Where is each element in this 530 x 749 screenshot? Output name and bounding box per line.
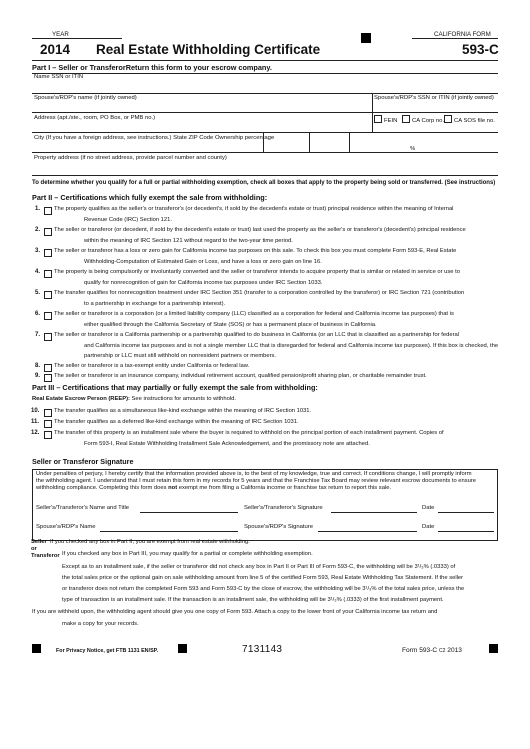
certification-checkbox[interactable] <box>44 228 52 236</box>
reep-text: See instructions for amounts to withhold. <box>129 396 236 402</box>
item-number: 11. <box>31 419 40 425</box>
item-number: 5. <box>35 290 41 296</box>
ca-corp-label: CA Corp no. <box>412 118 445 124</box>
footer-mark-left <box>32 644 41 653</box>
item-number: 10. <box>31 408 40 414</box>
item-number: 7. <box>35 332 41 338</box>
certification-checkbox[interactable] <box>44 431 52 439</box>
footer-mark-right <box>489 644 498 653</box>
certification-text: Withholding-Computation of Estimated Gain or Loss, and have a loss or zero gain on line 16. <box>84 258 322 265</box>
certification-text: either qualified through the California Secretary of State (SOS) or has a permanent place of business in California. <box>84 321 377 328</box>
ca-corp-checkbox[interactable] <box>402 115 444 125</box>
footer-form <box>402 647 462 654</box>
part1-heading-rest: Return this form to your escrow company. <box>125 63 272 72</box>
part1-heading-text: – Seller or Transferor <box>50 63 126 72</box>
footer-mark-mid <box>178 644 187 653</box>
spouse-ssn-field[interactable]: Spouse's/RDP's SSN or ITIN (if jointly owned) <box>374 95 494 101</box>
certification-text: within the meaning of IRC Section 121 without regard to the two-year time period. <box>84 237 293 244</box>
item-number: 6. <box>35 311 41 317</box>
seller-name-line[interactable] <box>140 512 238 513</box>
certification-checkbox[interactable] <box>44 333 52 341</box>
certification-checkbox[interactable] <box>44 291 52 299</box>
year-label: YEAR <box>52 31 69 38</box>
instruction-line-4: the total sales price or the optional gain on sale withholding amount from line 5 of the certified Form 593, Real Estate Withholding Tax Statement. If the seller <box>62 575 464 581</box>
certification-text: The seller or transferor has a loss or zero gain for California income tax purposes on this sale. To check this box you must complete Form 593-E, Real Estate <box>54 248 457 254</box>
seller-signature-label: Seller's/Transferor's Signature <box>244 505 323 511</box>
signature-heading: Seller or Transferor Signature <box>32 457 134 466</box>
registration-mark <box>361 33 371 43</box>
part2-heading <box>32 193 267 202</box>
spouse-name-field[interactable]: Spouse's/RDP's name (if jointly owned) <box>34 95 137 101</box>
certification-text: The property qualifies as the seller's or transferor's (or decedent's, if sold by the decedent's estate or trust) principal residence within the meaning of Internal <box>54 206 454 212</box>
certification-text: The seller or transferor is a California partnership or a partnership qualified to do business in California (or an LLC that is classified as a partnership for federal <box>54 332 460 338</box>
seller-name-label: Seller's/Transferor's Name and Title <box>36 505 130 511</box>
item-number: 3. <box>35 248 41 254</box>
side-label-seller: Seller <box>31 539 47 545</box>
perjury-line-3 <box>36 485 391 492</box>
spouse-signature-label: Spouse's/RDP's Signature <box>244 524 314 530</box>
side-label-or: or <box>31 546 37 552</box>
seller-signature-line[interactable] <box>331 512 417 513</box>
city-state-zip-field[interactable]: City (If you have a foreign address, see instructions.) State ZIP Code Ownership percentage <box>34 135 275 141</box>
certification-checkbox[interactable] <box>44 374 52 382</box>
certification-text: The seller or transferor is an insurance company, individual retirement account, qualified pension/profit sharing plan, or charitable remainder trust. <box>54 373 427 379</box>
page-title: Real Estate Withholding Certificate <box>96 42 321 57</box>
instruction-line-6: type of transaction is an installment sale. If the transaction is an installment sale, the withholding will be 3¹/₃% (.0333) of the first installment payment. <box>62 597 444 603</box>
certification-checkbox[interactable] <box>44 420 52 428</box>
name-ssn-field[interactable]: Name SSN or ITIN <box>34 74 84 80</box>
property-address-field[interactable]: Property address (if no street address, provide parcel number and county) <box>34 155 227 161</box>
part3-heading <box>32 383 318 392</box>
certification-text: The transfer of this property is an installment sale where the buyer is required to withhold on the principal portion of each installment payment. Copies of <box>54 430 444 436</box>
item-number: 9. <box>35 373 41 379</box>
certification-text: The seller or transferor is a tax-exempt entity under California or federal law. <box>54 363 250 369</box>
instruction-line-1: If you checked any box in Part II, you are exempt from real estate withholding. <box>50 539 250 545</box>
spouse-signature-line[interactable] <box>318 531 417 532</box>
certification-checkbox[interactable] <box>44 312 52 320</box>
part3-label: Part III <box>32 383 55 392</box>
certification-checkbox[interactable] <box>44 409 52 417</box>
instruction-line-3: Except as to an installment sale, if the seller or transferor did not check any box in Part II or Part III of Form 593-C, the withholding will be 3¹/₃% (.0333) of <box>62 564 456 570</box>
spouse-date-label: Date <box>422 524 435 530</box>
certification-text: to a partnership in exchange for a partnership interest). <box>84 300 226 307</box>
certification-checkbox[interactable] <box>44 364 52 372</box>
intro-text: To determine whether you qualify for a full or partial withholding exemption, check all boxes that apply to the property being sold or transferred. (See instructions) <box>32 180 496 186</box>
side-label-transferor: Transferor <box>31 553 60 559</box>
form-code: 7131143 <box>242 644 283 655</box>
footer-year: 2013 <box>447 647 462 654</box>
item-number: 8. <box>35 363 41 369</box>
fein-label: FEIN <box>384 118 398 124</box>
certification-text: The seller or transferor (or decedent, if sold by the decedent's estate or trust) last used the property as the seller's or transferor's (decedent's) principal residence <box>54 227 466 233</box>
reep-label: Real Estate Escrow Person (REEP): <box>32 396 130 402</box>
instruction-line-5: or transferor does not return the completed Form 593 and Form 593-C by the close of escrow, the withholding will be 3¹/₃% of the total sales price, unless the <box>62 586 465 592</box>
certification-text: partnership or LLC must still withhold on nonresident partners or members. <box>84 353 277 359</box>
item-number: 2. <box>35 227 41 233</box>
part2-heading-text: – Certifications which fully exempt the sale from withholding: <box>52 193 268 202</box>
certification-text: The transfer qualifies as a simultaneous like-kind exchange within the meaning of IRC Section 1031. <box>54 408 312 414</box>
instruction-line-7: If you are withheld upon, the withholding agent should give you one copy of Form 593. Attach a copy to the lower front of your California income tax return and <box>32 609 438 615</box>
ca-sos-label: CA SOS file no. <box>454 118 495 124</box>
certification-text: Revenue Code (IRC) Section 121. <box>84 216 172 223</box>
perjury-3a: withholding compliance. Completing this form does <box>36 485 169 491</box>
seller-date-line[interactable] <box>438 512 494 513</box>
certification-text: The property is being compulsorily or involuntarily converted and the seller or transferor intends to acquire property that is similar or related in service or use to <box>54 269 460 275</box>
certification-checkbox[interactable] <box>44 207 52 215</box>
item-number: 12. <box>31 430 40 436</box>
certification-checkbox[interactable] <box>44 270 52 278</box>
part1-heading <box>32 63 272 72</box>
footer-revision: C2 <box>439 648 446 654</box>
perjury-line-2: the withholding agent. I understand that I must retain this form in my records for 5 years and that the Franchise Tax Board may review relevant escrow documents to ensure <box>36 478 477 484</box>
perjury-not: not <box>168 485 178 491</box>
fein-checkbox[interactable] <box>374 115 397 125</box>
certification-text: The transfer qualifies as a deferred like-kind exchange within the meaning of IRC Section 1031. <box>54 419 299 425</box>
privacy-notice: For Privacy Notice, get FTB 1131 EN/SP. <box>56 648 159 654</box>
ca-sos-checkbox[interactable] <box>444 115 495 125</box>
percent-sign: % <box>410 146 416 152</box>
seller-date-label: Date <box>422 505 435 511</box>
form-year: 2014 <box>40 42 71 57</box>
reep-note <box>32 396 236 403</box>
certification-text: The seller or transferor is a corporation (or a limited liability company (LLC) classified as a corporation for federal and California income tax purposes) that is <box>54 311 454 317</box>
part2-label: Part II <box>32 193 53 202</box>
instruction-line-8: make a copy for your records. <box>62 621 139 627</box>
part3-heading-text: – Certifications that may partially or fully exempt the sale from withholding: <box>54 383 318 392</box>
form-label: CALIFORNIA FORM <box>434 31 491 38</box>
address-field[interactable]: Address (apt./ste., room, PO Box, or PMB no.) <box>34 115 156 121</box>
perjury-line-1: Under penalties of perjury, I hereby certify that the information provided above is, to the best of my knowledge, true and correct. If conditions change, I will promptly inform <box>36 471 472 477</box>
certification-checkbox[interactable] <box>44 249 52 257</box>
certification-text: The transfer qualifies for nonrecognition treatment under IRC Section 351 (transfer to a corporation controlled by the transferor) or IRC Section 721 (contribution <box>54 290 465 296</box>
fein-box[interactable] <box>374 115 382 123</box>
certification-text: qualify for nonrecognition of gain for California income tax purposes under IRC Section 1033. <box>84 279 323 286</box>
item-number: 1. <box>35 206 41 212</box>
ca-sos-box[interactable] <box>444 115 452 123</box>
spouse-name-label: Spouse's/RDP's Name <box>36 524 96 530</box>
spouse-name-line[interactable] <box>100 531 238 532</box>
perjury-3c: exempt me from filing a California income or franchise tax return to report this sale. <box>177 485 392 491</box>
ca-corp-box[interactable] <box>402 115 410 123</box>
certification-text: and California income tax purposes and is not a single member LLC that is disregarded for federal and California income tax purposes). If this box is checked, the <box>84 342 499 349</box>
form-number: 593-C <box>462 42 499 57</box>
item-number: 4. <box>35 269 41 275</box>
instruction-line-2: If you checked any box in Part III, you may qualify for a partial or complete withholding exemption. <box>62 551 313 557</box>
footer-form-name: Form 593-C <box>402 647 438 654</box>
part1-label: Part I <box>32 63 51 72</box>
certification-text: Form 593-I, Real Estate Withholding Installment Sale Acknowledgement, and the promissory note are attached. <box>84 440 370 447</box>
spouse-date-line[interactable] <box>438 531 494 532</box>
